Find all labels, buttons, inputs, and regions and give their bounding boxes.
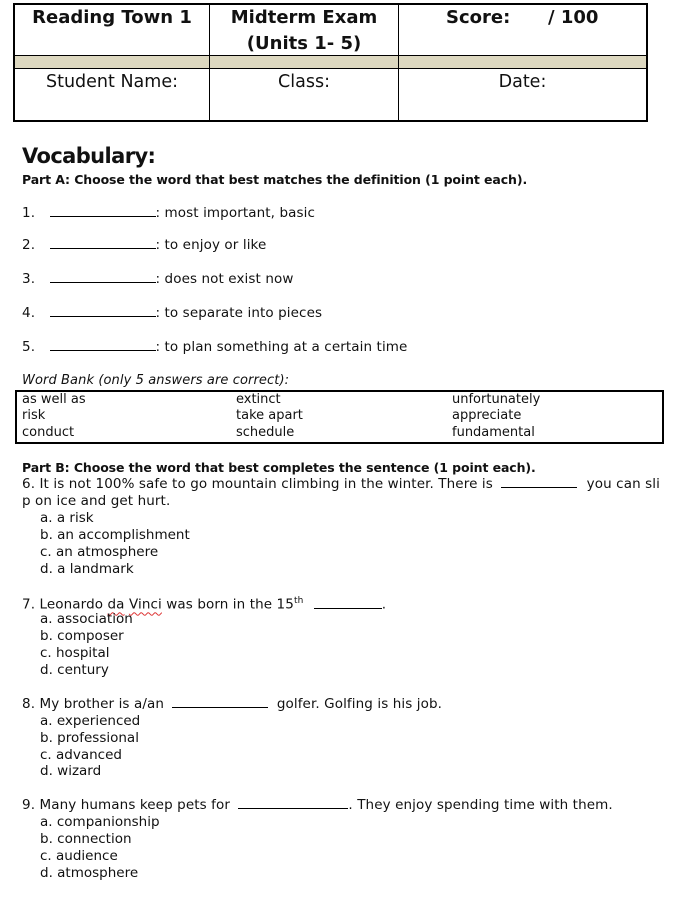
question-text-end: . [381,596,387,613]
question-text: 6. It is not 100% safe to go mountain climbing in the winter. There is [22,476,493,492]
word-bank-box [15,390,664,444]
class-label: Class: [278,72,330,92]
date-label: Date: [498,72,547,92]
answer-option[interactable]: c. audience [40,848,118,864]
word-bank-word: unfortunately [452,392,541,407]
definition-item [22,271,293,287]
item-number: 4. [22,305,36,321]
definition-text: : does not exist now [155,271,294,287]
part-b-instruction: Part B: Choose the word that best completes the sentence (1 point each). [22,460,536,475]
answer-option[interactable]: d. a landmark [40,561,134,577]
answer-blank[interactable] [172,696,268,708]
question-text: 8. My brother is a/an [22,696,165,712]
word-bank-word: fundamental [452,425,535,440]
question-text: 9. Many humans keep pets for [22,797,231,813]
answer-option[interactable]: a. association [40,611,133,627]
word-bank-word: take apart [236,408,303,423]
word-bank-word: as well as [22,392,86,407]
answer-option[interactable]: d. atmosphere [40,865,139,881]
definition-text: : most important, basic [155,205,315,221]
question-9 [22,797,613,813]
score-total: / 100 [548,7,599,28]
student-name-label: Student Name: [46,72,178,92]
table-border [13,68,648,69]
question-text-end: you can sli [586,476,660,492]
answer-blank[interactable] [314,597,382,609]
item-number: 3. [22,271,36,287]
table-border [646,3,648,122]
answer-blank[interactable] [50,237,156,249]
definition-item [22,237,266,253]
answer-option[interactable]: b. professional [40,730,139,746]
word-bank-word: schedule [236,425,295,440]
question-6-line2: p on ice and get hurt. [22,493,171,509]
definition-text: : to enjoy or like [155,237,267,253]
item-number: 2. [22,237,36,253]
spellcheck-word: da [107,596,125,613]
answer-option[interactable]: b. composer [40,628,124,644]
question-text-end: golfer. Golfing is his job. [276,696,443,712]
item-number: 5. [22,339,36,355]
table-border [13,120,648,122]
question-6 [22,476,660,492]
question-text: 7. Leonardo [22,596,104,613]
answer-option[interactable]: c. advanced [40,747,122,763]
answer-option[interactable]: a. experienced [40,713,141,729]
table-border [398,3,399,122]
definition-text: : to separate into pieces [155,305,323,321]
question-8 [22,696,442,712]
answer-blank[interactable] [501,476,577,488]
word-bank-word: conduct [22,425,75,440]
answer-option[interactable]: c. hospital [40,645,110,661]
exam-title-line2: (Units 1- 5) [246,33,362,54]
spellcheck-word: Vinci [128,596,162,613]
word-bank-label: Word Bank (only 5 answers are correct): [22,373,290,388]
answer-option[interactable]: d. century [40,662,109,678]
word-bank-word: risk [22,408,46,423]
word-bank-word: extinct [236,392,281,407]
answer-option[interactable]: c. an atmosphere [40,544,159,560]
answer-blank[interactable] [238,797,348,809]
course-title: Reading Town 1 [32,7,192,28]
answer-blank[interactable] [50,305,156,317]
answer-blank[interactable] [50,205,156,217]
answer-option[interactable]: b. connection [40,831,132,847]
definition-item [22,305,322,321]
definition-item [22,205,315,221]
item-number: 1. [22,205,36,221]
question-text-mid: was born in the 15 [166,596,294,613]
answer-option[interactable]: b. an accomplishment [40,527,190,543]
definition-text: : to plan something at a certain time [155,339,408,355]
superscript: th [293,596,304,606]
part-a-instruction: Part A: Choose the word that best matches the definition (1 point each). [22,172,528,187]
answer-blank[interactable] [50,339,156,351]
exam-title-line1: Midterm Exam [230,7,378,28]
answer-blank[interactable] [50,271,156,283]
score-label: Score: [446,7,511,28]
word-bank-word: appreciate [452,408,522,423]
definition-item [22,339,407,355]
answer-option[interactable]: a. companionship [40,814,160,830]
answer-option[interactable]: a. a risk [40,510,94,526]
vocabulary-heading: Vocabulary: [22,144,156,168]
tan-separator-row [14,56,647,68]
question-text-end: . They enjoy spending time with them. [348,797,613,813]
answer-option[interactable]: d. wizard [40,763,102,779]
